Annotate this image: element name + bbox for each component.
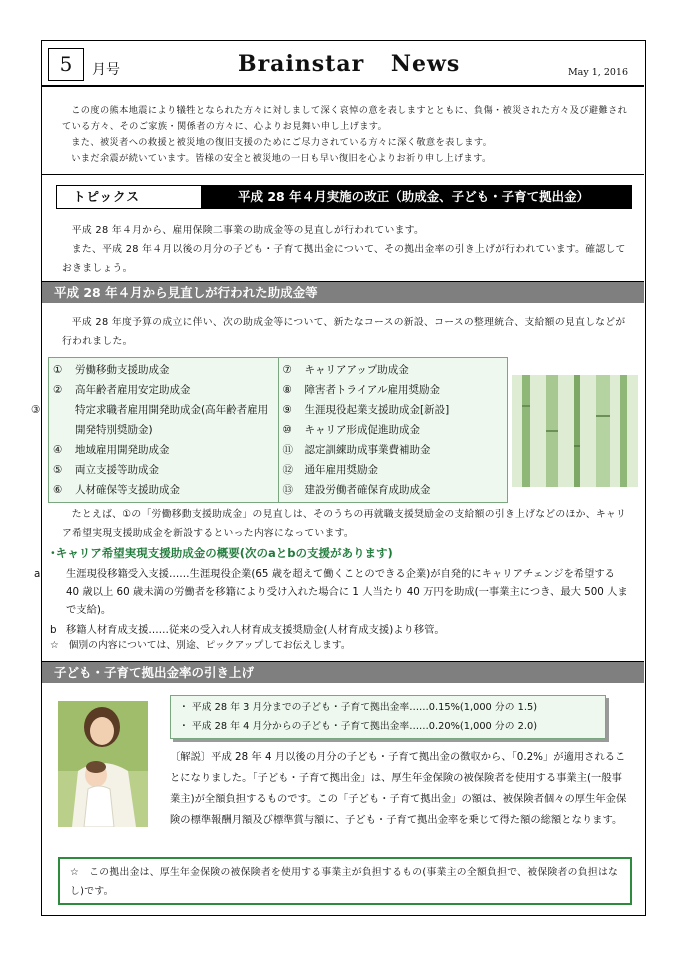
section-heading-contribution: 子ども・子育て拠出金率の引き上げ xyxy=(42,661,644,683)
list-item: ⑧ 障害者トライアル雇用奨励金 xyxy=(282,384,440,396)
support-detail-a: a 生涯現役移籍受入支援……生涯現役企業(65 歳を超えて働くことのできる企業)が自発的にキャリアチェンジを希望する 40 歳以上 60 歳未満の労働者を移籍により受け入れた場合に 1 人当たり 40 万円を助成(一事業主につき、最大 500 人まで支給)。 xyxy=(50,565,630,619)
condolence-paragraph: いまだ余震が続いています。皆様の安全と被災地の一日も早い復旧を心よりお祈り申し上げます。 xyxy=(71,153,492,164)
list-item: ① 労働移動支援助成金 xyxy=(53,364,170,376)
issue-number: 5 xyxy=(48,48,84,81)
newsletter-page xyxy=(31,40,646,916)
condolence-message xyxy=(62,103,630,167)
career-subsidy-heading: ･キャリア希望実現支援助成金の概要(次のaとbの支援があります) xyxy=(50,546,393,560)
issue-label: 月号 xyxy=(92,62,120,78)
contribution-note-box xyxy=(58,857,632,905)
topics-banner xyxy=(42,185,644,209)
section1-intro: 平成 28 年度予算の成立に伴い、次の助成金等について、新たなコースの新設、コースの整理統合、支給額の見直しなどが行われました。 xyxy=(62,317,626,347)
list-item: ③ 特定求職者雇用開発助成金(高年齢者雇用開発特別奨励金) xyxy=(31,404,269,436)
intro-paragraph: また、平成 28 年４月以後の月分の子ども・子育て拠出金について、その拠出金率の引き上げが行われています。確認しておきましょう。 xyxy=(62,244,626,274)
list-item: ⑤ 両立支援等助成金 xyxy=(53,464,159,476)
support-detail-b: b 移籍人材育成支援……従来の受入れ人材育成支援奨励金(人材育成支援)より移管。 xyxy=(50,621,630,639)
list-item: ⑩ キャリア形成促進助成金 xyxy=(282,424,421,436)
topics-tab: トピックス xyxy=(56,185,202,209)
contribution-rate-box xyxy=(170,695,606,739)
list-item: ② 高年齢者雇用安定助成金 xyxy=(53,384,191,396)
topics-intro xyxy=(62,221,630,278)
rate-line: ・ 平成 28 年 4 月分からの子ども・子育て拠出金率……0.20%(1,000 分の 2.0) xyxy=(179,721,538,732)
divider xyxy=(42,174,644,175)
list-item: ⑬ 建設労働者確保育成助成金 xyxy=(282,484,431,496)
list-item: ⑦ キャリアアップ助成金 xyxy=(282,364,409,376)
intro-paragraph: 平成 28 年４月から、雇用保険二事業の助成金等の見直しが行われています。 xyxy=(71,225,425,236)
list-item: ⑥ 人材確保等支援助成金 xyxy=(53,484,180,496)
bamboo-photo xyxy=(512,375,638,487)
detail-tag: b xyxy=(50,624,57,636)
list-item: ⑨ 生涯現役起業支援助成金[新設] xyxy=(282,404,450,416)
condolence-paragraph: この度の熊本地震により犠牲となられた方々に対しまして深く哀悼の意を表しますとともに、負傷・被災された方々及び避難されている方々、そのご家族・関係者の方々に、心よりお見舞い申し上げます。 xyxy=(62,105,628,132)
newsletter-header xyxy=(42,41,644,87)
issue-date: May 1, 2016 xyxy=(567,67,628,78)
section1-note: ☆ 個別の内容については、別途、ピックアップしてお伝えします。 xyxy=(50,640,351,651)
contribution-explanation: 〔解説〕平成 28 年 4 月以後の月分の子ども・子育て拠出金の徴収から、「0.2%」が適用されることになりました。「子ども・子育て拠出金」は、厚生年金保険の被保険者を使用する事業主(一般事業主)が全額負担するものです。この「子ども・子育て拠出金」の額は、被保険者個々の厚生年金保険の標準報酬月額及び標準賞与額に、子ども・子育て拠出金率を乗じて得た額の総額となります。 xyxy=(170,751,627,826)
list-item: ⑫ 通年雇用奨励金 xyxy=(282,464,379,476)
section1-example: たとえば、①の「労働移動支援助成金」の見直しは、そのうちの再就職支援奨励金の支給額の引き上げなどのほか、キャリア希望実現支援助成金を新設するといった内容になっています。 xyxy=(62,509,627,539)
subsidy-column-left xyxy=(31,358,279,503)
rate-line: ・ 平成 28 年 3 月分までの子ども・子育て拠出金率……0.15%(1,000 分の 1.5) xyxy=(179,702,538,713)
masthead-title: Brainstar News xyxy=(238,51,461,77)
section-heading-subsidies: 平成 28 年４月から見直しが行われた助成金等 xyxy=(42,281,644,303)
subsidy-column-right xyxy=(278,358,507,503)
contribution-note: ☆ この拠出金は、厚生年金保険の被保険者を使用する事業主が負担するもの(事業主の全額負担で、被保険者の負担はなし)です。 xyxy=(70,867,619,897)
condolence-paragraph: また、被災者への救援と被災地の復旧支援のためにご尽力されている方々に深く敬意を表します。 xyxy=(71,137,493,148)
list-item: ⑪ 認定訓練助成事業費補助金 xyxy=(282,444,431,456)
detail-tag: a xyxy=(34,568,41,580)
topics-title: 平成 28 年４月実施の改正（助成金、子ども・子育て拠出金） xyxy=(202,185,632,209)
subsidy-list-table xyxy=(31,357,508,503)
mother-child-photo xyxy=(58,701,148,827)
list-item: ④ 地域雇用開発助成金 xyxy=(53,444,170,456)
